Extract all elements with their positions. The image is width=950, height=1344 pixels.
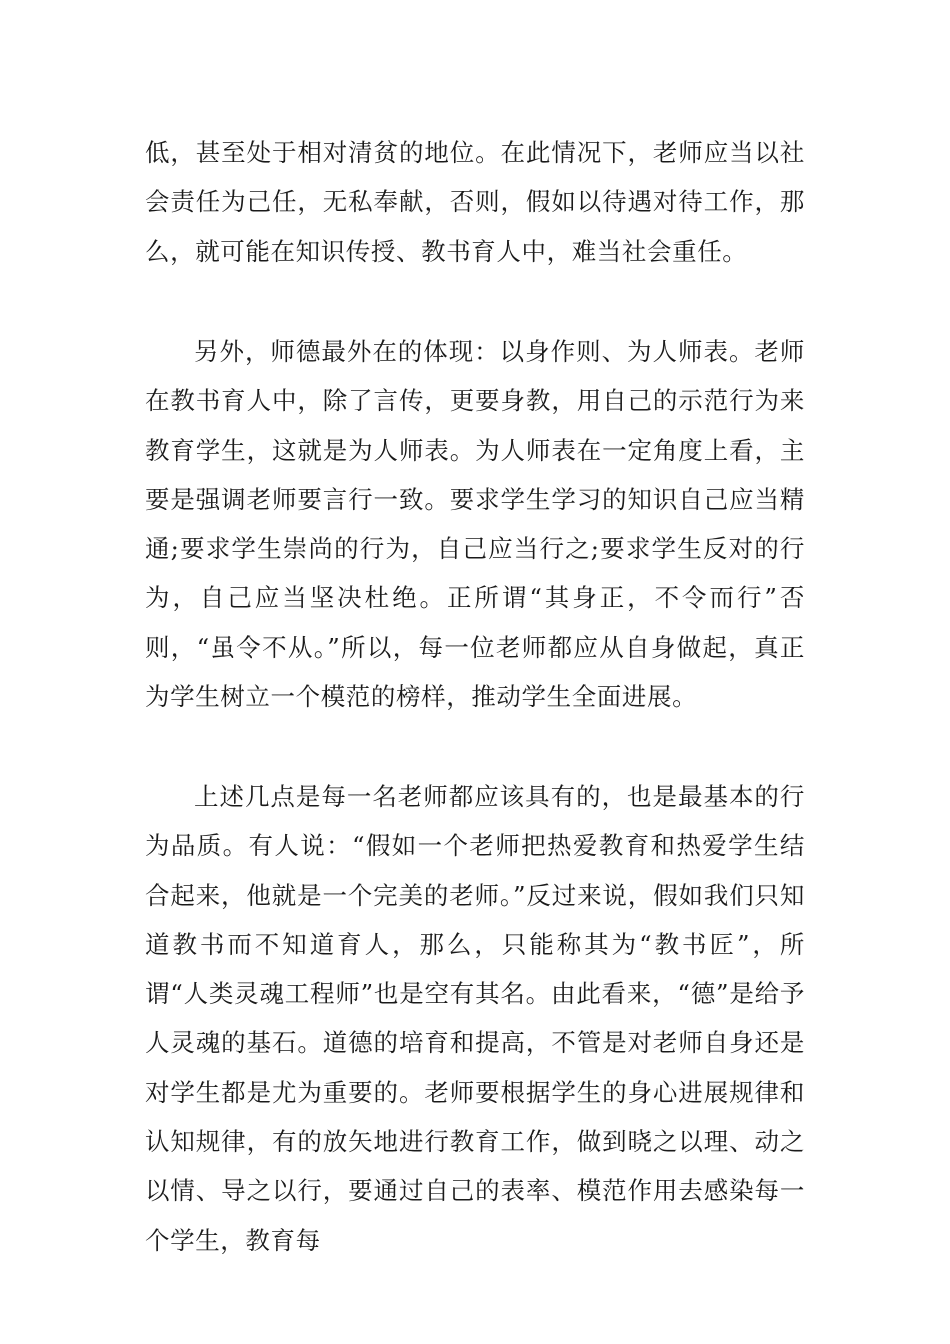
- paragraph-role-model: 另外，师德最外在的体现：以身作则、为人师表。老师在教书育人中，除了言传，更要身教，用自己的示范行为来教育学生，这就是为人师表。为人师表在一定角度上看，主要是强调老师要言行一致。要求学生学习的知识自己应当精通;要求学生崇尚的行为，自己应当行之;要求学生反对的行为，自己应当坚决杜绝。正所谓“其身正，不令而行”否则，“虽令不从。”所以，每一位老师都应从自身做起，真正为学生树立一个模范的榜样，推动学生全面进展。: [145, 337, 805, 712]
- paragraph-continuation: 低，甚至处于相对清贫的地位。在此情况下，老师应当以社会责任为己任，无私奉献，否则，假如以待遇对待工作，那么，就可能在知识传授、教书育人中，难当社会重任。: [145, 138, 805, 266]
- paragraph-basic-qualities: 上述几点是每一名老师都应该具有的，也是最基本的行为品质。有人说：“假如一个老师把热爱教育和热爱学生结合起来，他就是一个完美的老师。”反过来说，假如我们只知道教书而不知道育人，那么，只能称其为“教书匠”，所谓“人类灵魂工程师”也是空有其名。由此看来，“德”是给予人灵魂的基石。道德的培育和提高，不管是对老师自身还是对学生都是尤为重要的。老师要根据学生的身心进展规律和认知规律，有的放矢地进行教育工作，做到晓之以理、动之以情、导之以行，要通过自己的表率、模范作用去感染每一个学生，教育每: [145, 782, 805, 1255]
